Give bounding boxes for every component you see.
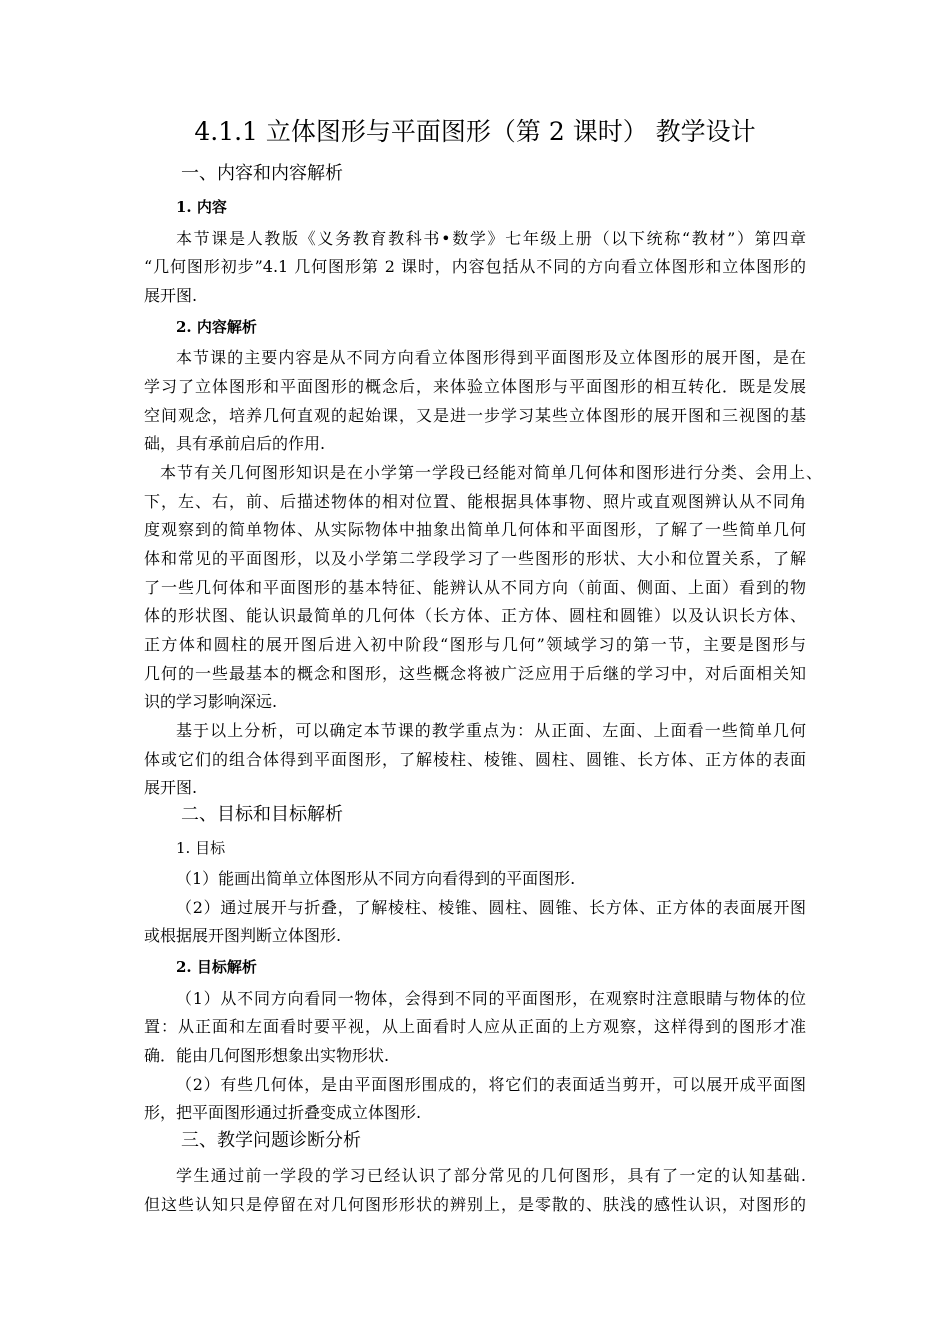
paragraph-line: 识的学习影响深远.	[144, 692, 278, 711]
section-heading: 三、教学问题诊断分析	[181, 1130, 361, 1151]
paragraph-line: 正方体和圆柱的展开图后进入初中阶段“图形与几何”领域学习的第一节，主要是图形与	[144, 635, 806, 654]
subsection-heading: 1. 内容	[176, 198, 227, 216]
paragraph-line: 确．能由几何图形想象出实物形状.	[144, 1046, 390, 1065]
paragraph-line: 下，左、右，前、后描述物体的相对位置、能根据具体事物、照片或直观图辨认从不同角	[144, 492, 806, 511]
paragraph-line: 本节课的主要内容是从不同方向看立体图形得到平面图形及立体图形的展开图，是在	[176, 348, 806, 367]
paragraph-line: 础，具有承前启后的作用.	[144, 434, 326, 453]
paragraph-line: 形，把平面图形通过折叠变成立体图形.	[144, 1103, 422, 1122]
paragraph-line: 展开图.	[144, 778, 198, 797]
section-heading: 二、目标和目标解析	[181, 804, 343, 825]
paragraph-line: 本节有关几何图形知识是在小学第一学段已经能对简单几何体和图形进行分类、会用上、	[160, 463, 822, 482]
paragraph-line: 了一些几何体和平面图形的基本特征、能辨认从不同方向（前面、侧面、上面）看到的物	[144, 578, 806, 597]
paragraph-line: 体的形状图、能认识最简单的几何体（长方体、正方体、圆柱和圆锥）以及认识长方体、	[144, 606, 806, 625]
paragraph-line: （1）能画出简单立体图形从不同方向看得到的平面图形.	[176, 869, 576, 888]
subsection-heading: 2. 内容解析	[176, 318, 257, 336]
document-title: 4.1.1 立体图形与平面图形（第 2 课时） 教学设计	[194, 117, 756, 146]
section-heading: 一、内容和内容解析	[181, 163, 343, 184]
paragraph-line: （2）通过展开与折叠，了解棱柱、棱锥、圆柱、圆锥、长方体、正方体的表面展开图	[176, 898, 806, 917]
paragraph-line: 展开图.	[144, 286, 198, 305]
paragraph-line: “几何图形初步”4.1 几何图形第 2 课时，内容包括从不同的方向看立体图形和立体图形的	[144, 257, 806, 276]
paragraph-line: （2）有些几何体，是由平面图形围成的，将它们的表面适当剪开，可以展开成平面图	[176, 1075, 806, 1094]
subsection-heading: 2. 目标解析	[176, 958, 257, 976]
paragraph-line: 但这些认知只是停留在对几何图形形状的辨别上，是零散的、肤浅的感性认识，对图形的	[144, 1195, 806, 1214]
paragraph-line: 学习了立体图形和平面图形的概念后，来体验立体图形与平面图形的相互转化．既是发展	[144, 377, 806, 396]
paragraph-line: 几何的一些最基本的概念和图形，这些概念将被广泛应用于后继的学习中，对后面相关知	[144, 664, 806, 683]
paragraph-line: 体或它们的组合体得到平面图形，了解棱柱、棱锥、圆柱、圆锥、长方体、正方体的表面	[144, 750, 806, 769]
subsection-heading: 1. 目标	[176, 839, 226, 857]
paragraph-line: 基于以上分析，可以确定本节课的教学重点为：从正面、左面、上面看一些简单几何	[176, 721, 806, 740]
paragraph-line: 或根据展开图判断立体图形.	[144, 926, 342, 945]
paragraph-line: （1）从不同方向看同一物体，会得到不同的平面图形，在观察时注意眼睛与物体的位	[176, 989, 806, 1008]
paragraph-line: 本节课是人教版《义务教育教科书•数学》七年级上册（以下统称“教材”）第四章	[176, 229, 806, 248]
paragraph-line: 空间观念，培养几何直观的起始课，又是进一步学习某些立体图形的展开图和三视图的基	[144, 406, 806, 425]
paragraph-line: 学生通过前一学段的学习已经认识了部分常见的几何图形，具有了一定的认知基础.	[176, 1166, 806, 1185]
paragraph-line: 体和常见的平面图形，以及小学第二学段学习了一些图形的形状、大小和位置关系，了解	[144, 549, 806, 568]
paragraph-line: 度观察到的简单物体、从实际物体中抽象出简单几何体和平面图形，了解了一些简单几何	[144, 520, 806, 539]
paragraph-line: 置：从正面和左面看时要平视，从上面看时人应从正面的上方观察，这样得到的图形才准	[144, 1017, 806, 1036]
